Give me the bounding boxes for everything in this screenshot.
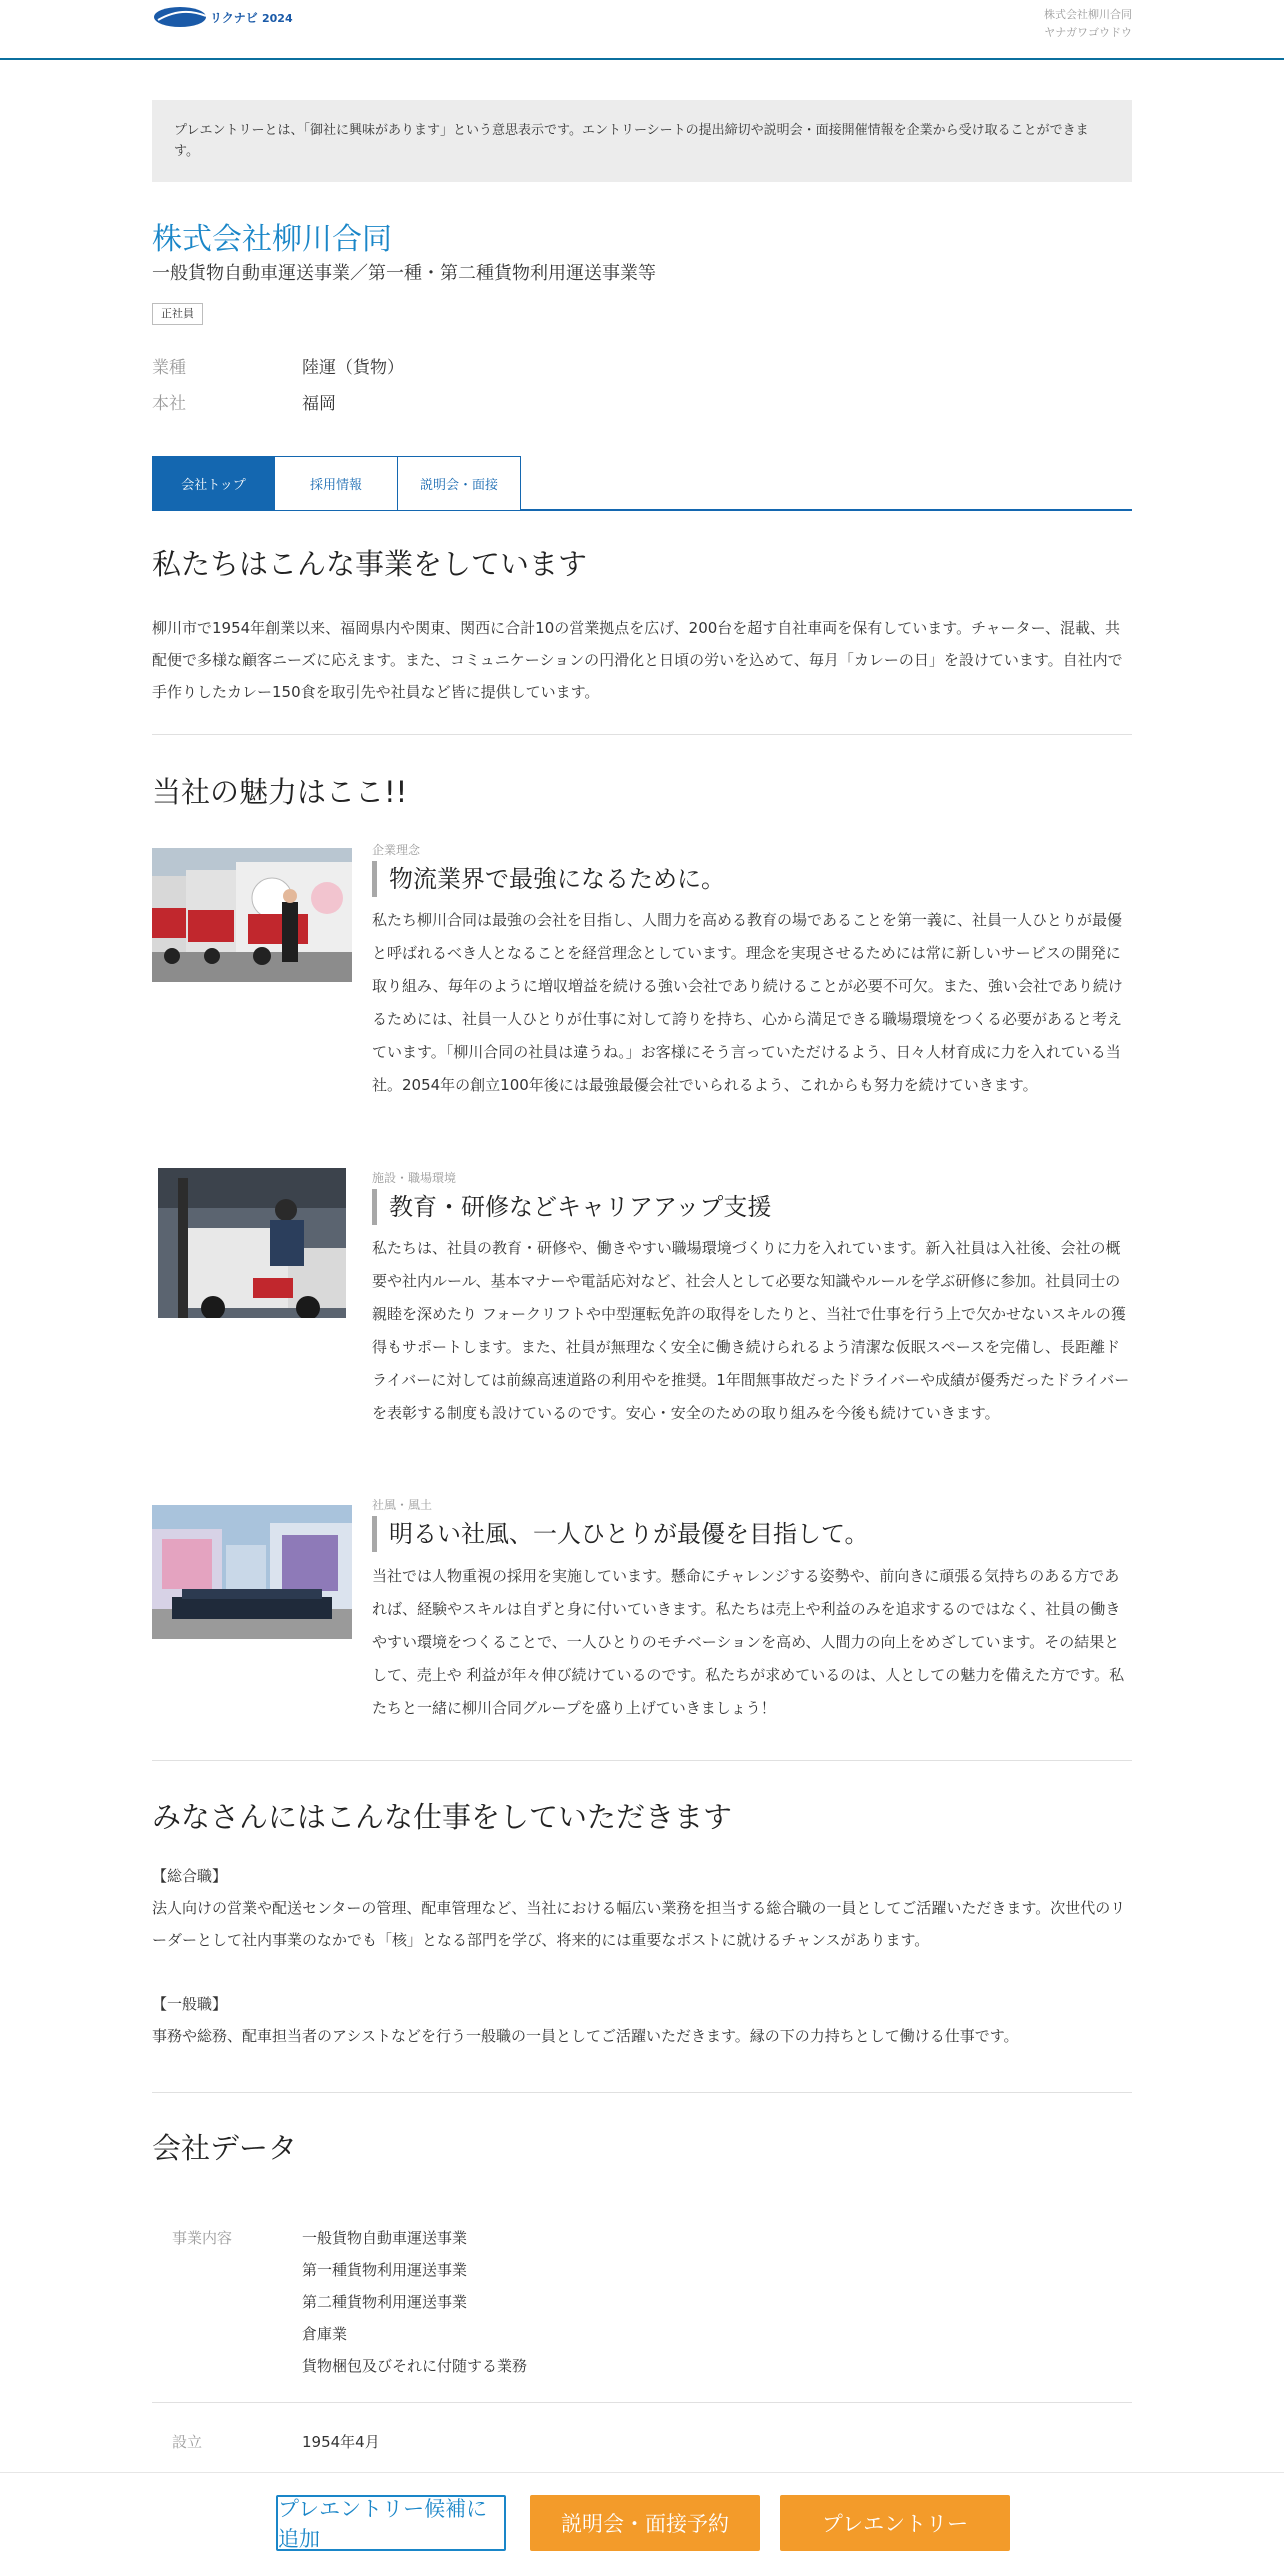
feature-text: 私たちは、社員の教育・研修や、働きやすい職場環境づくりに力を入れています。新入社員は入社後、会社の概要や社内ルール、基本マナーや電話応対など、社会人として必要な知識やルールを学ぶ研修に参加。社員同士の親睦を深めたり フォークリフトや中型運転免許の取得をしたりと、当社で仕事を行う上で欠かせないスキルの獲得もサポートします。また、社員が無理なく安全に働き続けられるよう清潔な仮眠スペースを完備し、長距離ドライバーに対しては前線高速道路の利用やを推奨。1年間無事故だったドライバーや成績が優秀だったドライバーを表彰する制度も設けているのです。安心・安全のための取り組みを今後も続けていきます。: [372, 1239, 1130, 1422]
data-row-business: [152, 2222, 1132, 2382]
forklift-photo: [158, 1168, 346, 1318]
feature-heading: 教育・研修などキャリアアップ支援: [372, 1189, 771, 1225]
seminar-interview-reserve-button[interactable]: 説明会・面接予約: [530, 2495, 760, 2551]
work-title: みなさんにはこんな仕事をしていただきます: [152, 1800, 733, 1834]
company-name: 株式会社柳川合同: [152, 222, 392, 257]
feature-heading: 明るい社風、一人ひとりが最優を目指して。: [372, 1516, 869, 1552]
data-values: [302, 2426, 380, 2458]
feature-category: 社風・風土: [372, 1498, 433, 1512]
work-section-heading: 【一般職】: [152, 1995, 228, 2013]
company-tabs: [152, 456, 1132, 511]
tab-seminar-interview[interactable]: 説明会・面接: [398, 456, 521, 510]
company-subtitle: 一般貨物自動車運送事業／第一種・第二種貨物利用運送事業等: [152, 263, 656, 284]
data-value: 倉庫業: [302, 2325, 348, 2343]
rikunabi-logo[interactable]: [152, 2, 302, 32]
feature-category: 施設・職場環境: [372, 1171, 457, 1185]
trucks-photo: [152, 848, 352, 982]
header-company-kana: ヤナガワゴウドウ: [1044, 26, 1132, 39]
work-section-text: 法人向けの営業や配送センターの管理、配車管理など、当社における幅広い業務を担当する総合職の一員としてご活躍いただきます。次世代のリーダーとして社内事業のなかでも「核」となる部門を学び、将来的には重要なポストに就けるチャンスがあります。: [152, 1899, 1126, 1949]
site-header: [0, 0, 1284, 60]
data-value: 第一種貨物利用運送事業: [302, 2261, 468, 2279]
info-label: 業種: [152, 358, 186, 378]
data-value: 一般貨物自動車運送事業: [302, 2229, 468, 2247]
business-text: 柳川市で1954年創業以来、福岡県内や関東、関西に合計10の営業拠点を広げ、200台を超す自社車両を保有しています。チャーター、混載、共配便で多様な顧客ニーズに応えます。また、コミュニケーションの円滑化と日頃の労いを込めて、毎月「カレーの日」を設けています。自社内で手作りしたカレー150食を取引先や社員など皆に提供しています。: [152, 619, 1123, 701]
data-value: 第二種貨物利用運送事業: [302, 2293, 468, 2311]
data-row-established: [152, 2426, 1132, 2466]
feature-text: 当社では人物重視の採用を実施しています。懸命にチャレンジする姿勢や、前向きに頑張る気持ちのある方であれば、経験やスキルは自ずと身に付いていきます。私たちは売上や利益のみを追求するのではなく、社員の働きやすい環境をつくることで、一人ひとりのモチベーションを高め、人間力の向上をめざしています。その結果として、売上や 利益が年々伸び続けているのです。私たちが求めているのは、人としての魅力を備えた方です。私たちと一緒に柳川合同グループを盛り上げていきましょう！: [372, 1567, 1125, 1717]
info-value: 陸運（貨物）: [302, 358, 404, 378]
work-section-heading: 【総合職】: [152, 1867, 228, 1885]
data-value: 貨物梱包及びそれに付随する業務: [302, 2357, 528, 2375]
logo-text: リクナビ: [210, 11, 258, 25]
appeal-title: 当社の魅力はここ!!: [152, 775, 408, 809]
data-label: 設立: [172, 2433, 203, 2451]
data-value: 1954年4月: [302, 2433, 380, 2451]
header-company-info: [1044, 6, 1132, 42]
work-section-text: 事務や総務、配車担当者のアシストなどを行う一般職の一員としてご活躍いただきます。縁の下の力持ちとして働ける仕事です。: [152, 2027, 1019, 2045]
feature-heading: 物流業界で最強になるために。: [372, 861, 725, 897]
bottom-action-bar: [0, 2472, 1284, 2568]
info-value: 福岡: [302, 394, 336, 414]
info-label: 本社: [152, 394, 186, 414]
divider: [152, 1760, 1132, 1761]
divider: [152, 2092, 1132, 2093]
business-title: 私たちはこんな事業をしています: [152, 547, 588, 581]
staff-group-photo: [152, 1505, 352, 1639]
feature-category: 企業理念: [372, 843, 421, 857]
tab-recruitment-info[interactable]: 採用情報: [275, 456, 398, 510]
company-data-title: 会社データ: [152, 2131, 298, 2165]
data-label: 事業内容: [172, 2229, 233, 2247]
employment-badge: 正社員: [152, 303, 203, 325]
add-pre-entry-candidate-button[interactable]: プレエントリー候補に追加: [276, 2495, 506, 2551]
tab-company-top[interactable]: 会社トップ: [152, 456, 275, 510]
pre-entry-notice: プレエントリーとは、「御社に興味があります」という意思表示です。エントリーシートの提出締切や説明会・面接開催情報を企業から受け取ることができます。: [152, 100, 1132, 182]
logo-year: 2024: [262, 12, 293, 25]
feature-text: 私たち柳川合同は最強の会社を目指し、人間力を高める教育の場であることを第一義に、社員一人ひとりが最優と呼ばれるべき人となることを経営理念としています。理念を実現させるためには常に新しいサービスの開発に取り組み、毎年のように増収増益を続ける強い会社であり続けることが必要不可欠。また、強い会社であり続けるためには、社員一人ひとりが仕事に対して誇りを持ち、心から満足できる職場環境をつくる必要があると考えています。「柳川合同の社員は違うね。」お客様にそう言っていただけるよう、日々人材育成に力を入れている当社。2054年の創立100年後には最強最優会社でいられるよう、これからも努力を続けていきます。: [372, 911, 1123, 1094]
pre-entry-button[interactable]: プレエントリー: [780, 2495, 1010, 2551]
divider: [152, 734, 1132, 735]
divider: [152, 2402, 1132, 2403]
data-values: [302, 2222, 527, 2382]
header-company-name: 株式会社柳川合同: [1044, 8, 1132, 21]
